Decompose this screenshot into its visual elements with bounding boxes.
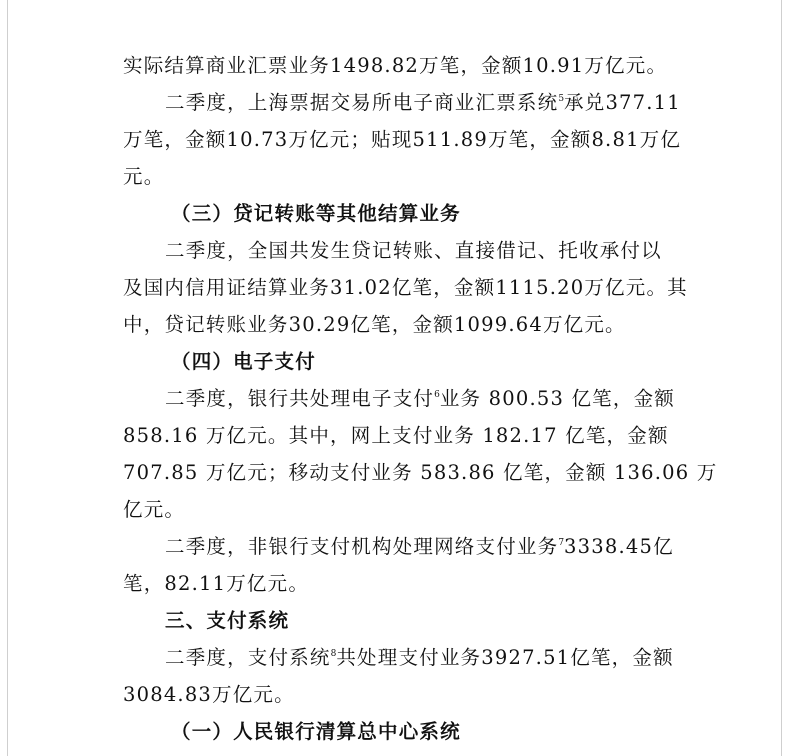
text-run: 二季度，非银行支付机构处理网络支付业务 xyxy=(165,535,559,558)
paragraph-line: 858.16 万亿元。其中，网上支付业务 182.17 亿笔，金额 xyxy=(123,424,669,447)
paragraph-line: 实际结算商业汇票业务1498.82万笔，金额10.91万亿元。 xyxy=(123,54,668,77)
paragraph-line: 亿元。 xyxy=(123,498,186,521)
paragraph-line xyxy=(123,639,674,676)
document-body xyxy=(123,47,718,750)
text-run: 二季度，支付系统 xyxy=(165,646,331,669)
section-heading: （三）贷记转账等其他结算业务 xyxy=(171,202,461,225)
section-heading: （四）电子支付 xyxy=(171,350,316,373)
footnote-ref: 5 xyxy=(558,94,565,104)
text-run: 业务 800.53 亿笔，金额 xyxy=(439,387,675,410)
footnote-ref: 7 xyxy=(558,538,565,548)
text-run: 二季度，银行共处理电子支付 xyxy=(165,387,435,410)
paragraph-line xyxy=(123,84,681,121)
paragraph-line: 中，贷记转账业务30.29亿笔，金额1099.64万亿元。 xyxy=(123,313,626,336)
paragraph-line: 元。 xyxy=(123,165,165,188)
paragraph-line: 万笔，金额10.73万亿元；贴现511.89万笔，金额8.81万亿 xyxy=(123,128,682,151)
page-edge-left xyxy=(7,0,8,756)
section-heading: （一）人民银行清算总中心系统 xyxy=(171,720,461,743)
page-edge-right xyxy=(781,0,782,756)
footnote-ref: 6 xyxy=(434,390,440,400)
section-heading: 三、支付系统 xyxy=(165,609,290,632)
paragraph-line: 707.85 万亿元；移动支付业务 583.86 亿笔，金额 136.06 万 xyxy=(123,461,718,484)
text-run: 承兑377.11 xyxy=(564,91,681,114)
paragraph-line: 3084.83万亿元。 xyxy=(123,683,295,706)
text-run: 二季度，上海票据交易所电子商业汇票系统 xyxy=(165,91,559,114)
text-run: 共处理支付业务3927.51亿笔，金额 xyxy=(336,646,674,669)
paragraph-line xyxy=(123,528,674,565)
footnote-ref: 8 xyxy=(330,649,337,659)
paragraph-line: 及国内信用证结算业务31.02亿笔，金额1115.20万亿元。其 xyxy=(123,276,688,299)
paragraph-line xyxy=(123,380,675,417)
text-run: 3338.45亿 xyxy=(564,535,674,558)
paragraph-line: 二季度，全国共发生贷记转账、直接借记、托收承付以 xyxy=(165,239,662,262)
paragraph-line: 笔，82.11万亿元。 xyxy=(123,572,310,595)
